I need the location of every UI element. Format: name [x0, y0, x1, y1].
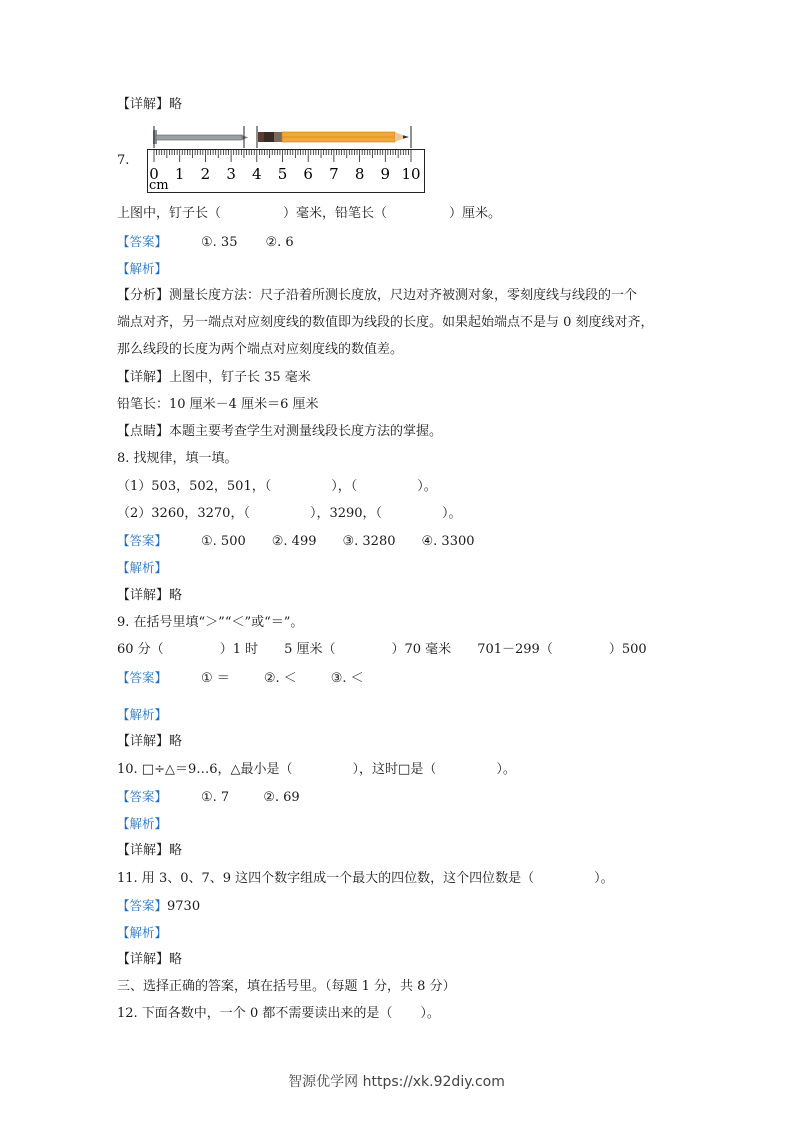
answer-tag: 【答案】	[117, 234, 168, 249]
question-7-number: 7.	[117, 153, 130, 168]
ruler-number: 7	[329, 165, 339, 183]
ruler-number: 5	[277, 165, 288, 183]
q11-detail: 【详解】略	[117, 952, 183, 967]
q11-answer: 【答案】9730	[117, 898, 201, 914]
ruler-number: 1	[174, 165, 185, 183]
ruler-number: 9	[380, 165, 391, 183]
q9-detail: 【详解】略	[117, 734, 183, 749]
q7-fenxi-2: 端点对齐，另一端点对应刻度线的数值即为线段的长度。如果起始端点不是与 0 刻度线对齐，	[117, 315, 654, 330]
ruler-number: 10	[401, 165, 421, 183]
ruler-unit-label: cm	[149, 178, 169, 193]
q7-answer: 【答案】 ①. 35 ②. 6	[117, 234, 294, 250]
q7-dianjing: 【点睛】本题主要考查学生对测量线段长度方法的掌握。	[117, 424, 443, 439]
ruler-number: 8	[354, 165, 365, 183]
q9-problems: 60 分（ ）1 时 5 厘米（ ）70 毫米 701－299（ ）500	[117, 642, 647, 657]
q11-title: 11. 用 3、0、7、9 这四个数字组成一个最大的四位数，这个四位数是（ ）。	[117, 871, 614, 886]
q7-fenxi-1: 【分析】测量长度方法：尺子沿着所测长度放，尺边对齐被测对象，零刻度线与线段的一个	[117, 288, 638, 303]
q10-jiexi: 【解析】	[117, 816, 168, 831]
q8-line-2: （2）3260，3270，（ ），3290，（ ）。	[117, 506, 462, 521]
nail-icon	[153, 130, 248, 144]
q7-jiexi: 【解析】	[117, 261, 168, 276]
q9-answer: 【答案】 ① ＝ ②. ＜ ③. ＜	[117, 670, 364, 686]
q7-detail-2: 铅笔长：10 厘米－4 厘米＝6 厘米	[117, 397, 319, 412]
ruler-number: 0	[149, 165, 159, 183]
q7-fenxi-3: 那么线段的长度为两个端点对应刻度线的数值差。	[117, 342, 404, 357]
q9-title: 9. 在括号里填“＞”“＜”或“＝”。	[117, 615, 304, 630]
q10-detail: 【详解】略	[117, 843, 183, 858]
q8-jiexi: 【解析】	[117, 560, 168, 575]
q8-title: 8. 找规律，填一填。	[117, 451, 238, 466]
footer-watermark: 智源优学网 https://xk.92diy.com	[288, 1074, 505, 1090]
section-3-title: 三、选择正确的答案，填在括号里。（每题 1 分，共 8 分）	[117, 979, 456, 994]
ruler-illustration	[147, 122, 427, 194]
ruler-figure	[147, 122, 427, 194]
q8-line-1: （1）503，502，501，（ ），（ ）。	[117, 479, 437, 494]
pencil-icon	[258, 132, 409, 142]
q10-title: 10. □÷△＝9…6，△最小是（ ），这时□是（ ）。	[117, 762, 516, 777]
ruler-number: 3	[226, 165, 236, 183]
q7-question: 上图中，钉子长（ ）毫米，铅笔长（ ）厘米。	[117, 206, 502, 221]
q8-detail: 【详解】略	[117, 588, 183, 603]
q10-answer: 【答案】 ①. 7 ②. 69	[117, 789, 300, 805]
q7-detail-1: 【详解】上图中，钉子长 35 毫米	[117, 370, 311, 385]
ruler-number: 2	[200, 165, 211, 183]
ruler-number: 4	[252, 165, 262, 183]
q11-jiexi: 【解析】	[117, 925, 168, 940]
detail-line: 【详解】略	[117, 97, 183, 112]
q12-title: 12. 下面各数中，一个 0 都不需要读出来的是（ ）。	[117, 1006, 440, 1021]
q9-jiexi: 【解析】	[117, 707, 168, 722]
ruler-number: 6	[303, 165, 313, 183]
q8-answer: 【答案】 ①. 500 ②. 499 ③. 3280 ④. 3300	[117, 533, 475, 549]
